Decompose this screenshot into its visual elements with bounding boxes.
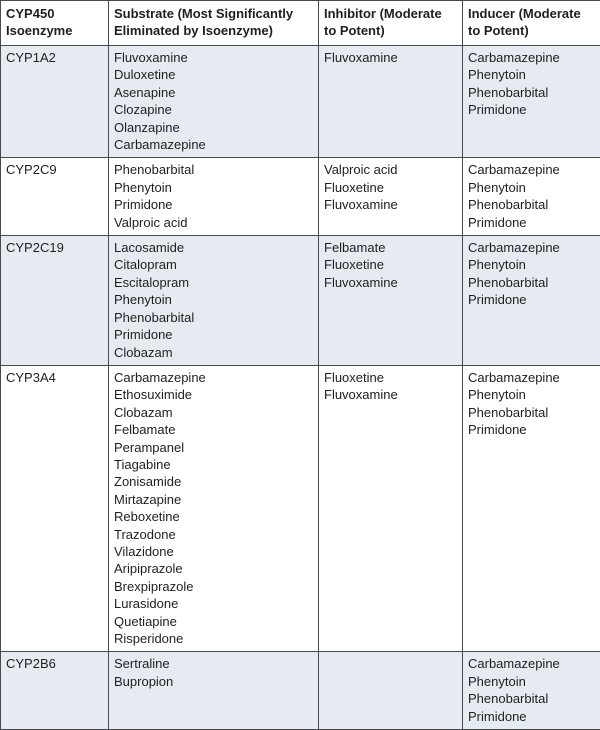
- substrate-drug: Aripiprazole: [114, 560, 313, 577]
- inducer-drug: Carbamazepine: [468, 239, 595, 256]
- substrate-drug: Quetiapine: [114, 613, 313, 630]
- inhibitor-cell: [319, 365, 463, 652]
- inducer-drug: Phenytoin: [468, 256, 595, 273]
- inhibitor-cell: [319, 652, 463, 730]
- substrate-drug: Clozapine: [114, 101, 313, 118]
- inhibitor-drug: Fluoxetine: [324, 369, 457, 386]
- isoenzyme-cell: CYP3A4: [1, 365, 109, 652]
- substrate-drug: Clobazam: [114, 344, 313, 361]
- inhibitor-drug: Fluoxetine: [324, 256, 457, 273]
- inducer-drug: Phenobarbital: [468, 84, 595, 101]
- substrate-drug: Sertraline: [114, 655, 313, 672]
- substrate-drug: Bupropion: [114, 673, 313, 690]
- substrate-cell: [109, 46, 319, 158]
- table-row: [1, 158, 600, 236]
- inducer-drug: Carbamazepine: [468, 369, 595, 386]
- header-inhibitor: Inhibitor (Moderate to Potent): [319, 1, 463, 46]
- inducer-drug: Carbamazepine: [468, 49, 595, 66]
- header-row: [1, 1, 600, 46]
- substrate-drug: Carbamazepine: [114, 369, 313, 386]
- substrate-drug: Fluvoxamine: [114, 49, 313, 66]
- substrate-drug: Mirtazapine: [114, 491, 313, 508]
- header-substrate: Substrate (Most Significantly Eliminated by Isoenzyme): [109, 1, 319, 46]
- inhibitor-cell: [319, 158, 463, 236]
- inhibitor-drug: Valproic acid: [324, 161, 457, 178]
- table-row: [1, 236, 600, 366]
- substrate-drug: Phenobarbital: [114, 161, 313, 178]
- inducer-drug: Phenobarbital: [468, 690, 595, 707]
- inhibitor-cell: [319, 236, 463, 366]
- header-inducer: Inducer (Moderate to Potent): [463, 1, 600, 46]
- inducer-cell: [463, 236, 600, 366]
- inducer-drug: Phenytoin: [468, 179, 595, 196]
- substrate-drug: Perampanel: [114, 439, 313, 456]
- inducer-drug: Carbamazepine: [468, 655, 595, 672]
- isoenzyme-cell: CYP2B6: [1, 652, 109, 730]
- isoenzyme-cell: CYP1A2: [1, 46, 109, 158]
- inducer-drug: Phenobarbital: [468, 274, 595, 291]
- table-body: [1, 46, 600, 730]
- inducer-cell: [463, 46, 600, 158]
- substrate-drug: Vilazidone: [114, 543, 313, 560]
- substrate-cell: [109, 158, 319, 236]
- inducer-drug: Primidone: [468, 708, 595, 725]
- isoenzyme-cell: CYP2C9: [1, 158, 109, 236]
- substrate-drug: Brexpiprazole: [114, 578, 313, 595]
- inducer-drug: Primidone: [468, 214, 595, 231]
- inhibitor-drug: Fluoxetine: [324, 179, 457, 196]
- header-isoenzyme: CYP450 Isoenzyme: [1, 1, 109, 46]
- substrate-drug: Carbamazepine: [114, 136, 313, 153]
- substrate-cell: [109, 365, 319, 652]
- substrate-drug: Primidone: [114, 196, 313, 213]
- substrate-drug: Phenobarbital: [114, 309, 313, 326]
- substrate-drug: Trazodone: [114, 526, 313, 543]
- substrate-drug: Citalopram: [114, 256, 313, 273]
- inducer-drug: Phenytoin: [468, 386, 595, 403]
- isoenzyme-cell: CYP2C19: [1, 236, 109, 366]
- substrate-drug: Olanzapine: [114, 119, 313, 136]
- substrate-drug: Ethosuximide: [114, 386, 313, 403]
- substrate-drug: Felbamate: [114, 421, 313, 438]
- inducer-drug: Phenytoin: [468, 66, 595, 83]
- inducer-drug: Phenobarbital: [468, 196, 595, 213]
- substrate-drug: Lacosamide: [114, 239, 313, 256]
- substrate-cell: [109, 236, 319, 366]
- substrate-drug: Clobazam: [114, 404, 313, 421]
- substrate-drug: Primidone: [114, 326, 313, 343]
- inducer-drug: Primidone: [468, 421, 595, 438]
- inducer-drug: Phenobarbital: [468, 404, 595, 421]
- inducer-drug: Phenytoin: [468, 673, 595, 690]
- inhibitor-drug: Fluvoxamine: [324, 49, 457, 66]
- inhibitor-drug: Fluvoxamine: [324, 274, 457, 291]
- substrate-drug: Phenytoin: [114, 291, 313, 308]
- inducer-cell: [463, 158, 600, 236]
- substrate-drug: Escitalopram: [114, 274, 313, 291]
- substrate-cell: [109, 652, 319, 730]
- substrate-drug: Phenytoin: [114, 179, 313, 196]
- inducer-cell: [463, 365, 600, 652]
- inducer-drug: Primidone: [468, 291, 595, 308]
- substrate-drug: Valproic acid: [114, 214, 313, 231]
- substrate-drug: Asenapine: [114, 84, 313, 101]
- inducer-drug: Carbamazepine: [468, 161, 595, 178]
- table-row: [1, 652, 600, 730]
- inhibitor-drug: Fluvoxamine: [324, 196, 457, 213]
- inhibitor-drug: Fluvoxamine: [324, 386, 457, 403]
- table-row: [1, 365, 600, 652]
- inducer-cell: [463, 652, 600, 730]
- substrate-drug: Lurasidone: [114, 595, 313, 612]
- inducer-drug: Primidone: [468, 101, 595, 118]
- substrate-drug: Tiagabine: [114, 456, 313, 473]
- inhibitor-drug: Felbamate: [324, 239, 457, 256]
- substrate-drug: Risperidone: [114, 630, 313, 647]
- substrate-drug: Zonisamide: [114, 473, 313, 490]
- substrate-drug: Reboxetine: [114, 508, 313, 525]
- inhibitor-cell: [319, 46, 463, 158]
- substrate-drug: Duloxetine: [114, 66, 313, 83]
- table-row: [1, 46, 600, 158]
